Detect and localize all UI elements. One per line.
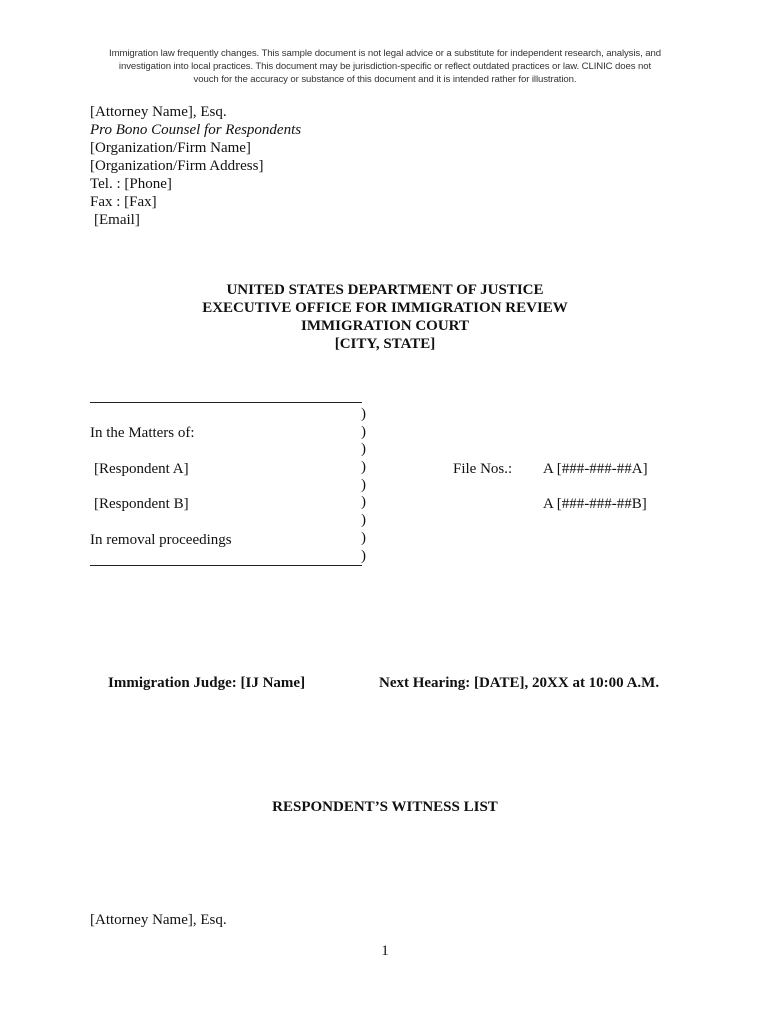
disclaimer-line-2: investigation into local practices. This document may be jurisdiction-specific or reflect outdated practices or law. CLINIC does not: [118, 61, 652, 72]
caption-respondent-b: [Respondent B]: [94, 496, 189, 512]
disclaimer: [80, 47, 690, 86]
attorney-role: Pro Bono Counsel for Respondents: [90, 122, 302, 138]
caption-bottom-rule: [90, 565, 362, 566]
caption-paren: ): [361, 547, 366, 564]
caption-paren: ): [361, 512, 366, 529]
court-header: [0, 281, 770, 353]
caption-proceedings: In removal proceedings: [90, 532, 232, 548]
court-line-department: UNITED STATES DEPARTMENT OF JUSTICE: [226, 282, 544, 298]
firm-address: [Organization/Firm Address]: [90, 158, 264, 174]
caption-paren: ): [361, 476, 366, 493]
court-line-office: EXECUTIVE OFFICE FOR IMMIGRATION REVIEW: [202, 300, 568, 316]
attorney-block: [90, 103, 301, 229]
disclaimer-line-1: Immigration law frequently changes. This sample document is not legal advice or a substitute for independent research, analysis, and: [109, 48, 661, 59]
attorney-fax: Fax : [Fax]: [90, 194, 157, 210]
page-number: 1: [381, 943, 389, 959]
caption-paren: ): [361, 441, 366, 458]
caption-matters-label: In the Matters of:: [90, 425, 195, 441]
next-hearing: Next Hearing: [DATE], 20XX at 10:00 A.M.: [379, 675, 660, 691]
file-number-a: A [###-###-##A]: [543, 461, 648, 477]
attorney-phone: Tel. : [Phone]: [90, 176, 172, 192]
attorney-email: [Email]: [94, 212, 140, 228]
attorney-name: [Attorney Name], Esq.: [90, 104, 227, 120]
caption-paren: ): [361, 406, 366, 422]
caption-paren: ): [361, 423, 366, 440]
disclaimer-line-3: vouch for the accuracy or substance of this document and it is intended rather for illustration.: [193, 74, 577, 85]
caption-paren: ): [361, 494, 366, 511]
signature-attorney-name: [Attorney Name], Esq.: [90, 912, 227, 928]
court-line-court: IMMIGRATION COURT: [301, 318, 469, 334]
file-nos-label: File Nos.:: [453, 461, 513, 477]
court-line-location: [CITY, STATE]: [334, 336, 436, 352]
caption-top-rule: [90, 402, 362, 403]
caption-paren: ): [361, 459, 366, 476]
caption-respondent-a: [Respondent A]: [94, 461, 189, 477]
firm-name: [Organization/Firm Name]: [90, 140, 251, 156]
document-title: RESPONDENT’S WITNESS LIST: [272, 799, 498, 815]
immigration-judge: Immigration Judge: [IJ Name]: [108, 675, 306, 691]
caption-paren: ): [361, 529, 366, 546]
file-number-b: A [###-###-##B]: [543, 496, 647, 512]
caption-paren-column: [361, 406, 366, 565]
